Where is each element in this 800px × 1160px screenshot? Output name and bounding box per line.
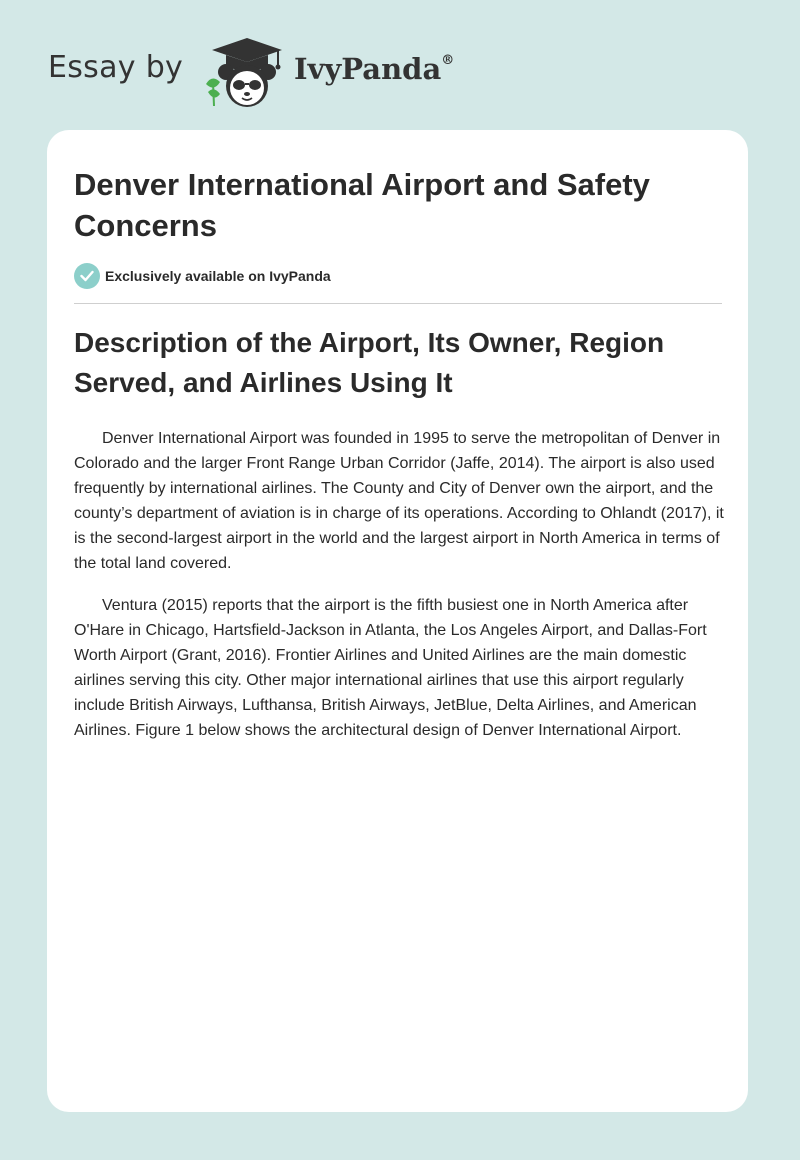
essay-by-label: Essay by (48, 50, 184, 85)
essay-body (74, 426, 724, 760)
registered-mark: ® (441, 53, 455, 68)
badge-label: Exclusively available on IvyPanda (105, 268, 331, 284)
brand-text: IvyPanda (294, 52, 442, 86)
divider (74, 303, 722, 304)
paragraph: Ventura (2015) reports that the airport is the fifth busiest one in North America after O'Hare in Chicago, Hartsfield-Jackson in Atlanta, the Los Angeles Airport, and Dallas-Fort Worth Airport (Grant, 2016). Frontier Airlines and United Airlines are the main domestic airlines serving this city. Other major international airlines that use this airport regularly include British Airways, Lufthansa, British Airways, JetBlue, Delta Airlines, and American Airlines. Figure 1 below shows the architectural design of Denver International Airport. (74, 597, 707, 739)
site-header (48, 32, 748, 112)
panda-graduate-icon[interactable] (202, 36, 292, 115)
check-circle-icon (74, 263, 100, 289)
section-heading: Description of the Airport, Its Owner, Region Served, and Airlines Using It (74, 327, 665, 398)
page-title: Denver International Airport and Safety Concerns (74, 167, 650, 243)
essay-card (47, 130, 748, 1112)
brand-name[interactable] (294, 52, 454, 86)
paragraph: Denver International Airport was founded in 1995 to serve the metropolitan of Denver in Colorado and the larger Front Range Urban Corridor (Jaffe, 2014). The airport is also used frequently by international airlines. The County and City of Denver own the airport, and the county’s department of aviation is in charge of its operations. According to Ohlandt (2017), it is the second-largest airport in the world and the largest airport in North America in terms of the total land covered. (74, 430, 724, 572)
